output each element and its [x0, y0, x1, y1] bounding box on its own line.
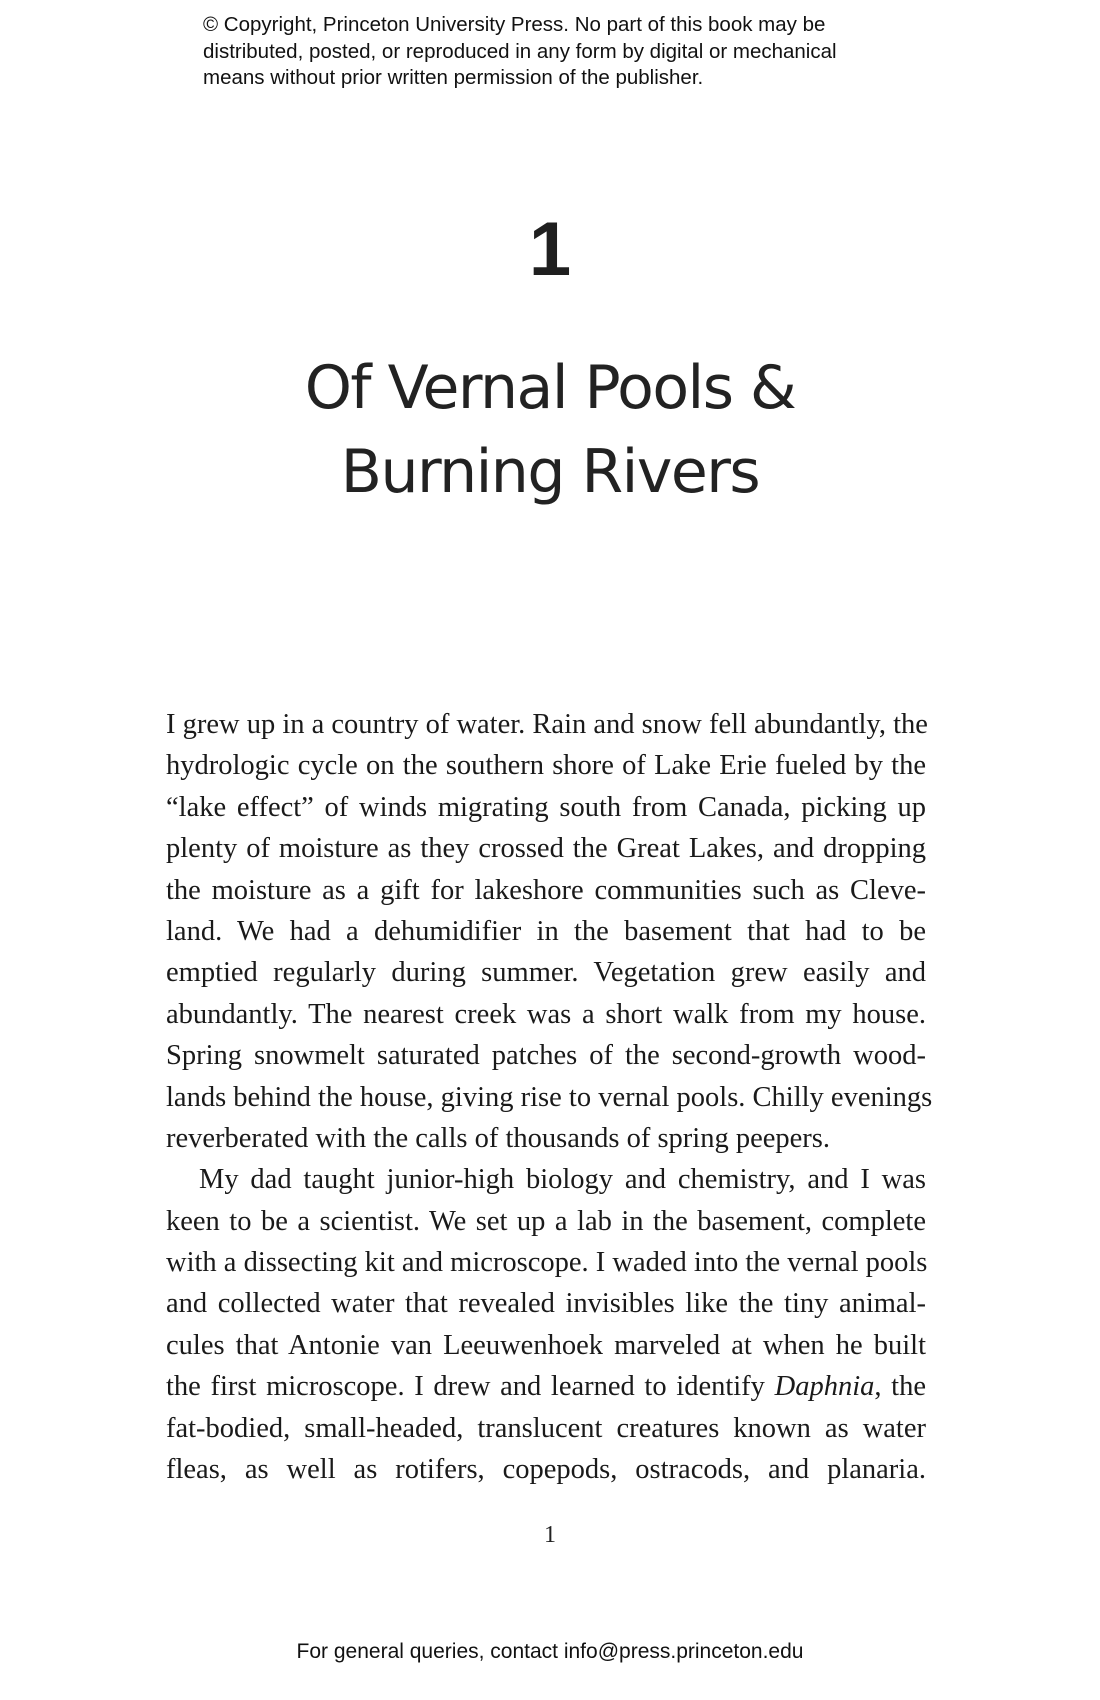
chapter-title-line-1: Of Vernal Pools &	[304, 353, 796, 423]
text-line: My dad taught junior-high biology and chemistry, and I was	[199, 1164, 926, 1196]
text-line: fleas, as well as rotifers, copepods, ostracods, and planaria.	[166, 1454, 926, 1486]
chapter-title	[0, 346, 1100, 514]
text-segment: , the	[874, 1371, 926, 1403]
text-line: abundantly. The nearest creek was a short walk from my house.	[166, 998, 926, 1030]
page-number: 1	[544, 1522, 556, 1548]
chapter-title-line-2: Burning Rivers	[340, 437, 760, 507]
text-line: hydrologic cycle on the southern shore of Lake Erie fueled by the	[166, 750, 926, 782]
footer-contact: For general queries, contact info@press.princeton.edu	[296, 1640, 804, 1663]
text-line: “lake effect” of winds migrating south from Canada, picking up	[166, 791, 926, 823]
body-text	[166, 704, 933, 1490]
text-line: lands behind the house, giving rise to vernal pools. Chilly evenings	[166, 1081, 933, 1113]
chapter-number: 1	[528, 207, 572, 292]
text-line: with a dissecting kit and microscope. I waded into the vernal pools	[166, 1247, 928, 1279]
text-line: Spring snowmelt saturated patches of the second-growth wood-	[166, 1040, 926, 1072]
text-line: reverberated with the calls of thousands of spring peepers.	[166, 1122, 830, 1154]
paragraph-1	[166, 704, 933, 1159]
text-line: the moisture as a gift for lakeshore communities such as Cleve-	[166, 874, 926, 906]
text-line: and collected water that revealed invisibles like the tiny animal-	[166, 1288, 926, 1320]
copyright-notice	[203, 12, 923, 92]
text-line: I grew up in a country of water. Rain and snow fell abundantly, the	[166, 709, 928, 740]
text-line: keen to be a scientist. We set up a lab in the basement, complete	[166, 1205, 926, 1237]
text-segment: the first microscope. I drew and learned to identify	[166, 1371, 775, 1403]
text-line: cules that Antonie van Leeuwenhoek marveled at when he built	[166, 1329, 926, 1361]
text-line-daphnia	[166, 1366, 926, 1407]
text-line: land. We had a dehumidifier in the basement that had to be	[166, 915, 926, 947]
text-line: plenty of moisture as they crossed the Great Lakes, and dropping	[166, 833, 926, 865]
text-line: emptied regularly during summer. Vegetation grew easily and	[166, 957, 926, 989]
copyright-line-1: © Copyright, Princeton University Press. No part of this book may be	[203, 13, 826, 36]
text-line: fat-bodied, small-headed, translucent creatures known as water	[166, 1412, 926, 1444]
copyright-line-2: distributed, posted, or reproduced in any form by digital or mechanical	[203, 39, 837, 63]
paragraph-2	[166, 1159, 926, 1490]
italic-term-daphnia: Daphnia	[774, 1371, 875, 1403]
copyright-line-3: means without prior written permission of the publisher.	[203, 66, 704, 89]
